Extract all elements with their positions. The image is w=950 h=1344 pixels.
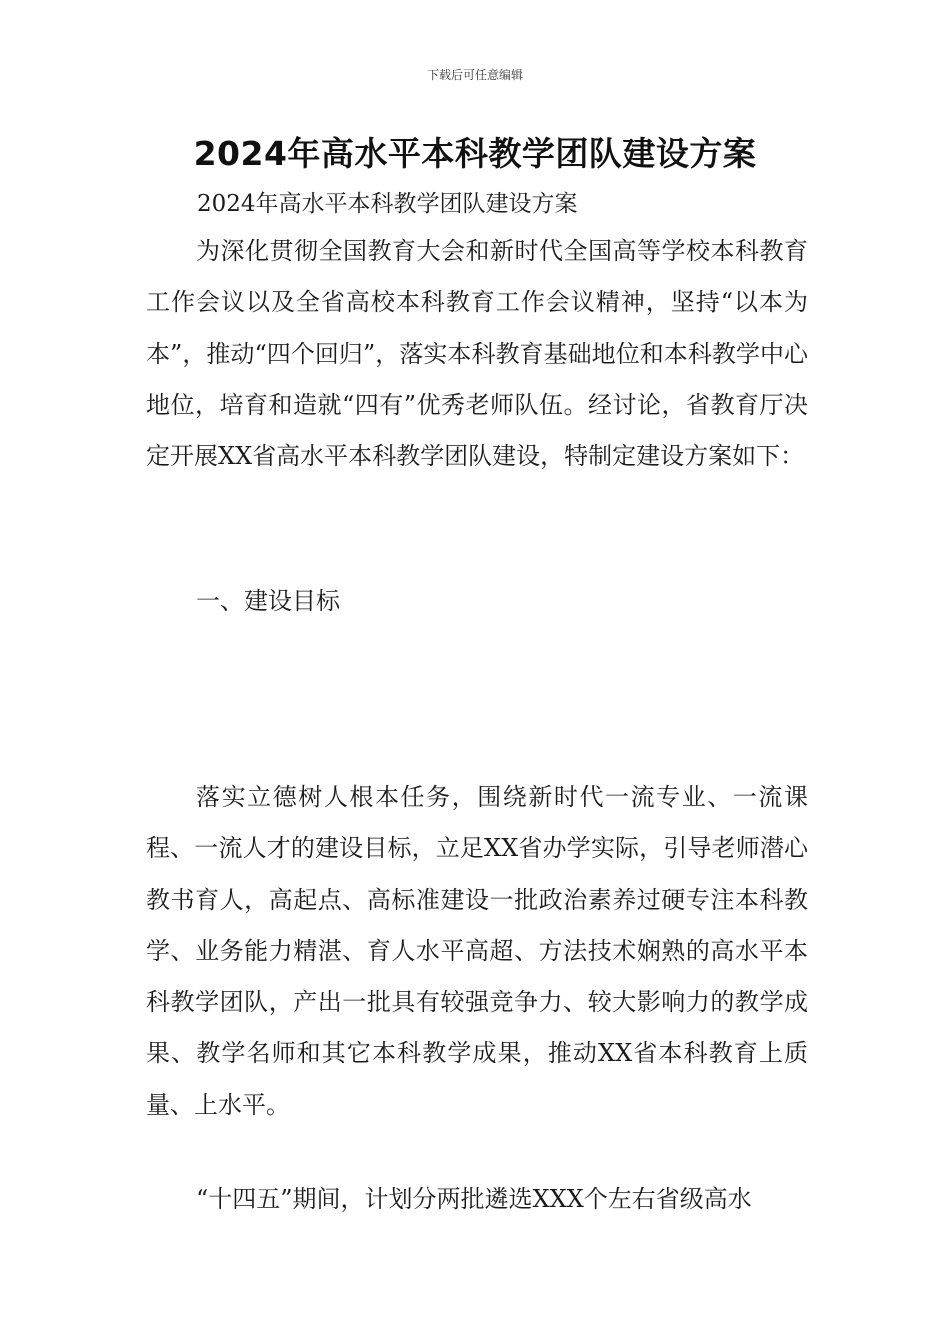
document-subtitle: 2024年高水平本科教学团队建设方案 bbox=[197, 191, 578, 217]
header-note: 下载后可任意编辑 bbox=[426, 68, 523, 82]
intro-paragraph: 为深化贯彻全国教育大会和新时代全国高等学校本科教育工作会议以及全省高校本科教育工作会议精神，坚持“以本为本”，推动“四个回归”，落实本科教育基础地位和本科教学中心地位，培育和造就“四有”优秀老师队伍。经讨论，省教育厅决定开展XX省高水平本科教学团队建设，特制定建设方案如下： bbox=[146, 237, 808, 471]
document-title: 2024年高水平本科教学团队建设方案 bbox=[193, 134, 757, 173]
plan-paragraph: “十四五”期间，计划分两批遴选XXX个左右省级高水 bbox=[196, 1185, 752, 1213]
section-heading: 一、建设目标 bbox=[196, 587, 340, 615]
goal-paragraph: 落实立德树人根本任务，围绕新时代一流专业、一流课程、一流人才的建设目标，立足XX省办学实际，引导老师潜心教书育人，高起点、高标准建设一批政治素养过硬专注本科教学、业务能力精湛、育人水平高超、方法技术娴熟的高水平本科教学团队，产出一批具有较强竞争力、较大影响力的教学成果、教学名师和其它本科教学成果，推动XX省本科教育上质量、上水平。 bbox=[146, 783, 808, 1119]
